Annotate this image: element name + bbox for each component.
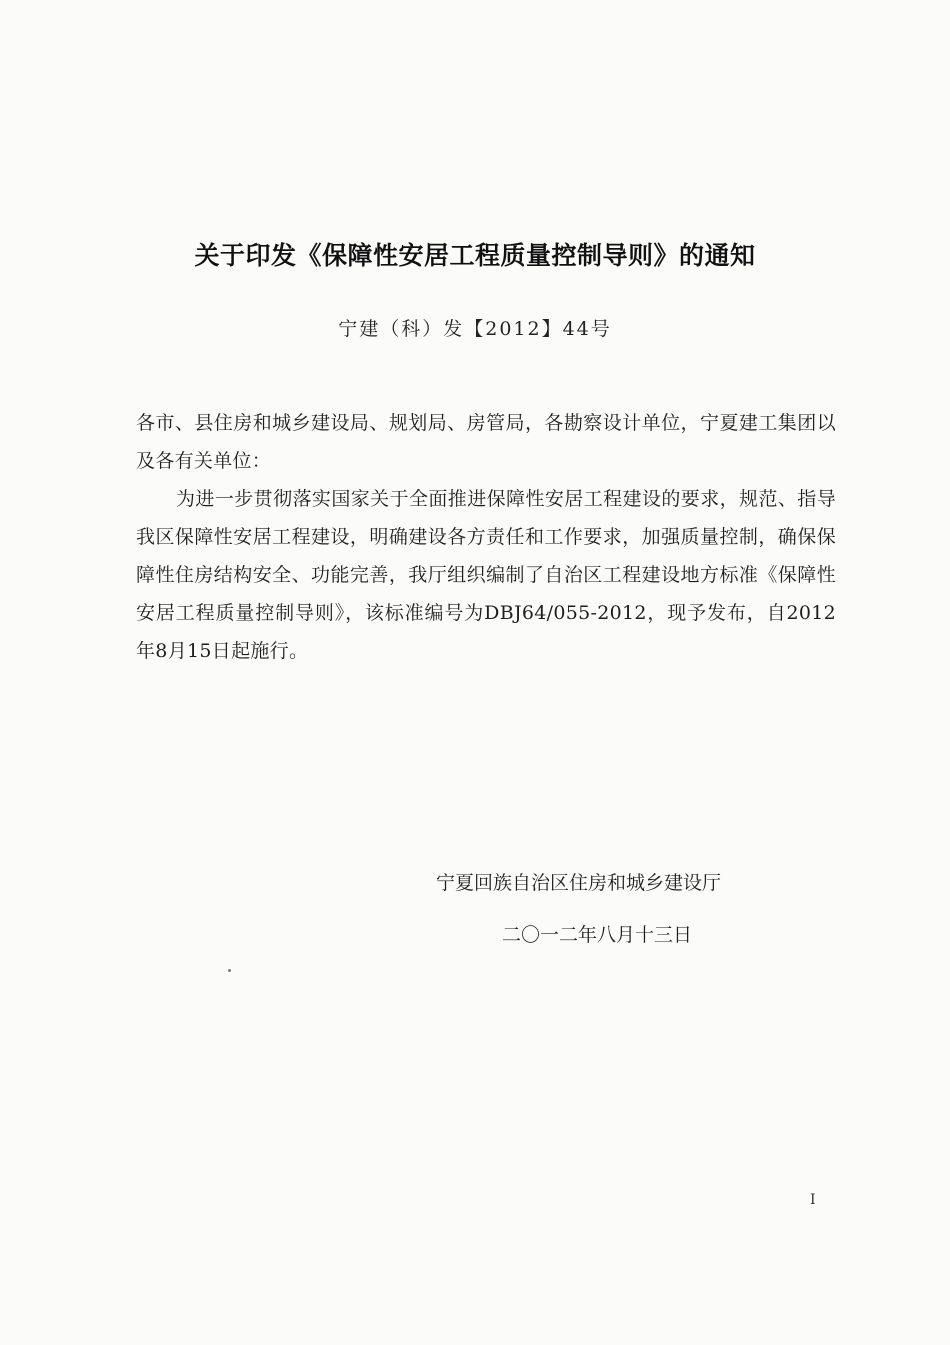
addressee-line: 各市、县住房和城乡建设局、规划局、房管局，各勘察设计单位，宁夏建工集团以及各有关单位： xyxy=(136,412,836,472)
document-body xyxy=(136,404,836,670)
document-title: 关于印发《保障性安居工程质量控制导则》的通知 xyxy=(194,241,756,270)
issuing-organization: 宁夏回族自治区住房和城乡建设厅 xyxy=(436,872,722,894)
issue-date: 二〇一二年八月十三日 xyxy=(502,924,693,946)
scan-speck xyxy=(228,969,231,972)
document-number: 宁建（科）发【2012】44号 xyxy=(338,318,612,340)
page-number: I xyxy=(810,1192,816,1208)
main-paragraph: 为进一步贯彻落实国家关于全面推进保障性安居工程建设的要求，规范、指导我区保障性安居工程建设，明确建设各方责任和工作要求，加强质量控制，确保保障性住房结构安全、功能完善，我厅组织编制了自治区工程建设地方标准《保障性安居工程质量控制导则》，该标准编号为DBJ64/055-2012，现予发布，自2012年8月15日起施行。 xyxy=(136,488,836,662)
